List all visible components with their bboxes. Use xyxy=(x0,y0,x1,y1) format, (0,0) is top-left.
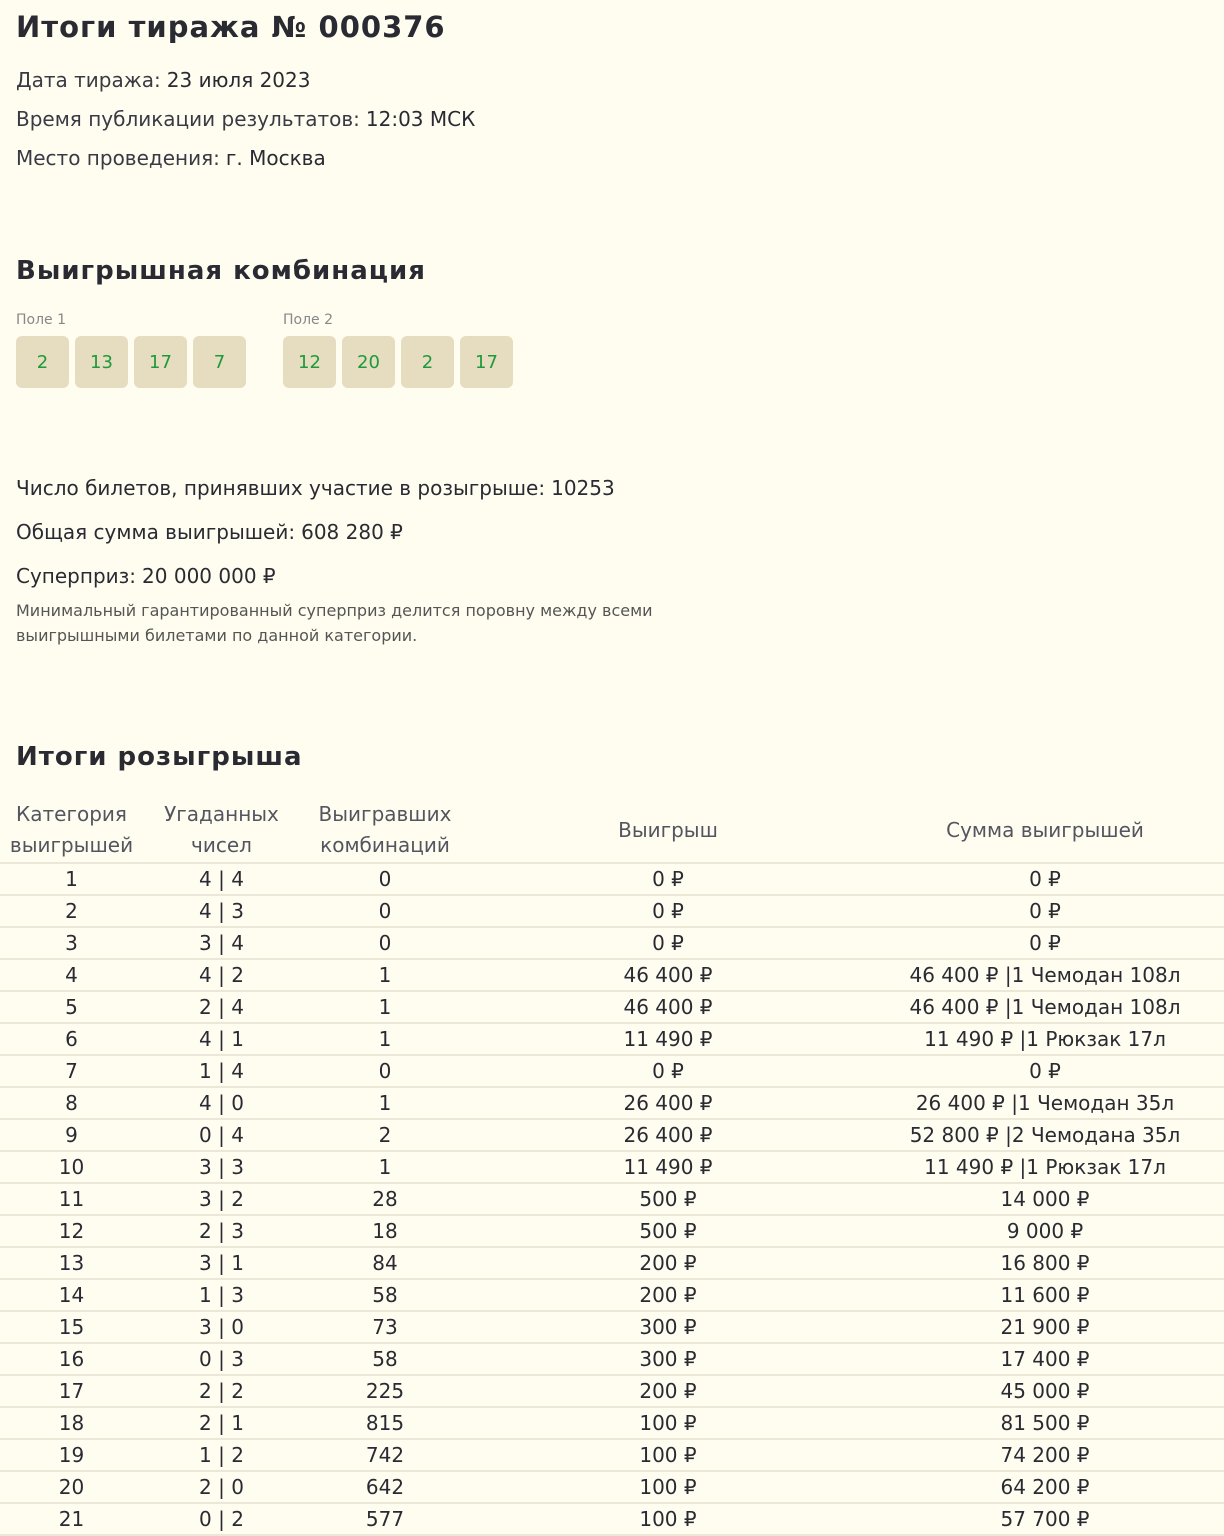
draw-date xyxy=(16,68,310,92)
results-table xyxy=(0,798,1224,1536)
header-category xyxy=(0,798,143,863)
cell-guessed: 4 | 2 xyxy=(143,959,300,991)
draw-date-value: 23 июля 2023 xyxy=(166,68,311,92)
cell-category: 21 xyxy=(0,1503,143,1535)
cell-guessed: 1 | 2 xyxy=(143,1439,300,1471)
cell-winners: 815 xyxy=(300,1407,470,1439)
table-row xyxy=(0,1023,1224,1055)
cell-sum: 11 490 ₽ |1 Рюкзак 17л xyxy=(866,1023,1224,1055)
cell-winners: 1 xyxy=(300,1087,470,1119)
cell-category: 18 xyxy=(0,1407,143,1439)
cell-prize: 500 ₽ xyxy=(470,1183,866,1215)
total-winnings-value: 608 280 ₽ xyxy=(301,520,403,544)
cell-prize: 500 ₽ xyxy=(470,1215,866,1247)
cell-category: 11 xyxy=(0,1183,143,1215)
cell-prize: 100 ₽ xyxy=(470,1439,866,1471)
cell-guessed: 2 | 2 xyxy=(143,1375,300,1407)
cell-prize: 0 ₽ xyxy=(470,895,866,927)
cell-prize: 11 490 ₽ xyxy=(470,1151,866,1183)
cell-guessed: 4 | 3 xyxy=(143,895,300,927)
cell-guessed: 0 | 4 xyxy=(143,1119,300,1151)
cell-guessed: 1 | 3 xyxy=(143,1279,300,1311)
cell-winners: 1 xyxy=(300,959,470,991)
cell-winners: 225 xyxy=(300,1375,470,1407)
cell-prize: 300 ₽ xyxy=(470,1311,866,1343)
number-ball: 2 xyxy=(16,336,69,388)
field-1-numbers xyxy=(16,336,246,388)
draw-place-label: Место проведения: xyxy=(16,146,220,170)
superprize-label: Суперприз: xyxy=(16,564,137,588)
cell-sum: 0 ₽ xyxy=(866,895,1224,927)
cell-prize: 300 ₽ xyxy=(470,1343,866,1375)
cell-category: 7 xyxy=(0,1055,143,1087)
header-guessed-line1: Угаданных xyxy=(164,802,279,826)
number-ball: 7 xyxy=(193,336,246,388)
cell-guessed: 0 | 3 xyxy=(143,1343,300,1375)
tickets-count-value: 10253 xyxy=(551,476,615,500)
header-category-line2: выигрышей xyxy=(9,833,134,857)
table-row xyxy=(0,1375,1224,1407)
results-header-row xyxy=(0,798,1224,863)
table-row xyxy=(0,1215,1224,1247)
cell-winners: 58 xyxy=(300,1279,470,1311)
superprize-note: Минимальный гарантированный суперприз делится поровну между всеми выигрышными билетами по данной категории. xyxy=(16,601,653,645)
cell-guessed: 3 | 2 xyxy=(143,1183,300,1215)
table-row xyxy=(0,1087,1224,1119)
publish-time-value: 12:03 МСК xyxy=(365,107,476,131)
cell-prize: 46 400 ₽ xyxy=(470,959,866,991)
cell-category: 6 xyxy=(0,1023,143,1055)
cell-sum: 74 200 ₽ xyxy=(866,1439,1224,1471)
table-row xyxy=(0,1343,1224,1375)
superprize xyxy=(16,564,276,588)
cell-prize: 200 ₽ xyxy=(470,1375,866,1407)
tickets-count xyxy=(16,476,615,500)
cell-sum: 57 700 ₽ xyxy=(866,1503,1224,1535)
cell-winners: 2 xyxy=(300,1119,470,1151)
number-ball: 12 xyxy=(283,336,336,388)
cell-winners: 577 xyxy=(300,1503,470,1535)
cell-sum: 16 800 ₽ xyxy=(866,1247,1224,1279)
cell-category: 8 xyxy=(0,1087,143,1119)
cell-prize: 46 400 ₽ xyxy=(470,991,866,1023)
cell-sum: 11 600 ₽ xyxy=(866,1279,1224,1311)
superprize-value: 20 000 000 ₽ xyxy=(142,564,276,588)
cell-category: 9 xyxy=(0,1119,143,1151)
cell-winners: 1 xyxy=(300,1023,470,1055)
cell-winners: 742 xyxy=(300,1439,470,1471)
cell-sum: 21 900 ₽ xyxy=(866,1311,1224,1343)
number-ball: 17 xyxy=(134,336,187,388)
cell-prize: 100 ₽ xyxy=(470,1471,866,1503)
table-row xyxy=(0,1055,1224,1087)
cell-sum: 64 200 ₽ xyxy=(866,1471,1224,1503)
cell-guessed: 3 | 0 xyxy=(143,1311,300,1343)
cell-sum: 9 000 ₽ xyxy=(866,1215,1224,1247)
number-ball: 17 xyxy=(460,336,513,388)
cell-category: 14 xyxy=(0,1279,143,1311)
cell-prize: 100 ₽ xyxy=(470,1407,866,1439)
cell-category: 12 xyxy=(0,1215,143,1247)
cell-prize: 0 ₽ xyxy=(470,1055,866,1087)
cell-sum: 0 ₽ xyxy=(866,927,1224,959)
cell-sum: 14 000 ₽ xyxy=(866,1183,1224,1215)
header-winning-line2: комбинаций xyxy=(320,833,450,857)
cell-category: 3 xyxy=(0,927,143,959)
cell-winners: 1 xyxy=(300,991,470,1023)
cell-guessed: 1 | 4 xyxy=(143,1055,300,1087)
cell-prize: 26 400 ₽ xyxy=(470,1087,866,1119)
cell-sum: 0 ₽ xyxy=(866,863,1224,895)
draw-place-value: г. Москва xyxy=(225,146,326,170)
number-ball: 20 xyxy=(342,336,395,388)
table-row xyxy=(0,1183,1224,1215)
header-sum: Сумма выигрышей xyxy=(866,798,1224,863)
cell-category: 19 xyxy=(0,1439,143,1471)
cell-guessed: 4 | 0 xyxy=(143,1087,300,1119)
cell-winners: 1 xyxy=(300,1151,470,1183)
field-1-label: Поле 1 xyxy=(16,312,67,328)
table-row xyxy=(0,1503,1224,1535)
cell-sum: 17 400 ₽ xyxy=(866,1343,1224,1375)
cell-prize: 200 ₽ xyxy=(470,1279,866,1311)
number-ball: 13 xyxy=(75,336,128,388)
cell-category: 4 xyxy=(0,959,143,991)
table-row xyxy=(0,1311,1224,1343)
draw-date-label: Дата тиража: xyxy=(16,68,161,92)
cell-guessed: 2 | 3 xyxy=(143,1215,300,1247)
cell-winners: 0 xyxy=(300,863,470,895)
header-winning xyxy=(300,798,470,863)
cell-category: 17 xyxy=(0,1375,143,1407)
results-title: Итоги розыгрыша xyxy=(16,742,303,772)
table-row xyxy=(0,1247,1224,1279)
table-row xyxy=(0,1151,1224,1183)
cell-guessed: 3 | 1 xyxy=(143,1247,300,1279)
cell-category: 13 xyxy=(0,1247,143,1279)
cell-category: 5 xyxy=(0,991,143,1023)
cell-guessed: 0 | 2 xyxy=(143,1503,300,1535)
cell-winners: 642 xyxy=(300,1471,470,1503)
cell-category: 2 xyxy=(0,895,143,927)
cell-sum: 46 400 ₽ |1 Чемодан 108л xyxy=(866,959,1224,991)
page-title: Итоги тиража № 000376 xyxy=(16,10,446,44)
cell-sum: 81 500 ₽ xyxy=(866,1407,1224,1439)
cell-sum: 45 000 ₽ xyxy=(866,1375,1224,1407)
cell-winners: 0 xyxy=(300,927,470,959)
cell-sum: 52 800 ₽ |2 Чемодана 35л xyxy=(866,1119,1224,1151)
cell-sum: 26 400 ₽ |1 Чемодан 35л xyxy=(866,1087,1224,1119)
table-row xyxy=(0,959,1224,991)
field-2-numbers xyxy=(283,336,513,388)
cell-winners: 0 xyxy=(300,895,470,927)
number-ball: 2 xyxy=(401,336,454,388)
table-row xyxy=(0,1119,1224,1151)
cell-winners: 84 xyxy=(300,1247,470,1279)
cell-winners: 73 xyxy=(300,1311,470,1343)
tickets-count-label: Число билетов, принявших участие в розыгрыше: xyxy=(16,476,546,500)
table-row xyxy=(0,927,1224,959)
table-row xyxy=(0,1407,1224,1439)
table-row xyxy=(0,863,1224,895)
cell-category: 15 xyxy=(0,1311,143,1343)
publish-time xyxy=(16,107,475,131)
cell-category: 16 xyxy=(0,1343,143,1375)
cell-prize: 0 ₽ xyxy=(470,863,866,895)
cell-guessed: 2 | 1 xyxy=(143,1407,300,1439)
cell-winners: 18 xyxy=(300,1215,470,1247)
table-row xyxy=(0,1471,1224,1503)
header-guessed-line2: чисел xyxy=(191,833,252,857)
cell-sum: 0 ₽ xyxy=(866,1055,1224,1087)
combination-title: Выигрышная комбинация xyxy=(16,256,426,286)
cell-sum: 46 400 ₽ |1 Чемодан 108л xyxy=(866,991,1224,1023)
results-body xyxy=(0,863,1224,1535)
table-row xyxy=(0,991,1224,1023)
header-winning-line1: Выигравших xyxy=(318,802,452,826)
cell-guessed: 2 | 4 xyxy=(143,991,300,1023)
cell-prize: 200 ₽ xyxy=(470,1247,866,1279)
total-winnings-label: Общая сумма выигрышей: xyxy=(16,520,296,544)
cell-prize: 100 ₽ xyxy=(470,1503,866,1535)
cell-sum: 11 490 ₽ |1 Рюкзак 17л xyxy=(866,1151,1224,1183)
field-2-label: Поле 2 xyxy=(283,312,334,328)
header-guessed xyxy=(143,798,300,863)
table-row xyxy=(0,895,1224,927)
cell-winners: 58 xyxy=(300,1343,470,1375)
cell-guessed: 4 | 4 xyxy=(143,863,300,895)
header-category-line1: Категория xyxy=(16,802,127,826)
header-prize: Выигрыш xyxy=(470,798,866,863)
cell-guessed: 2 | 0 xyxy=(143,1471,300,1503)
cell-winners: 0 xyxy=(300,1055,470,1087)
total-winnings xyxy=(16,520,403,544)
table-row xyxy=(0,1279,1224,1311)
cell-guessed: 3 | 4 xyxy=(143,927,300,959)
cell-prize: 11 490 ₽ xyxy=(470,1023,866,1055)
cell-category: 1 xyxy=(0,863,143,895)
cell-prize: 0 ₽ xyxy=(470,927,866,959)
table-row xyxy=(0,1439,1224,1471)
publish-time-label: Время публикации результатов: xyxy=(16,107,360,131)
cell-winners: 28 xyxy=(300,1183,470,1215)
cell-guessed: 3 | 3 xyxy=(143,1151,300,1183)
cell-category: 10 xyxy=(0,1151,143,1183)
cell-guessed: 4 | 1 xyxy=(143,1023,300,1055)
cell-category: 20 xyxy=(0,1471,143,1503)
draw-place xyxy=(16,146,326,170)
cell-prize: 26 400 ₽ xyxy=(470,1119,866,1151)
